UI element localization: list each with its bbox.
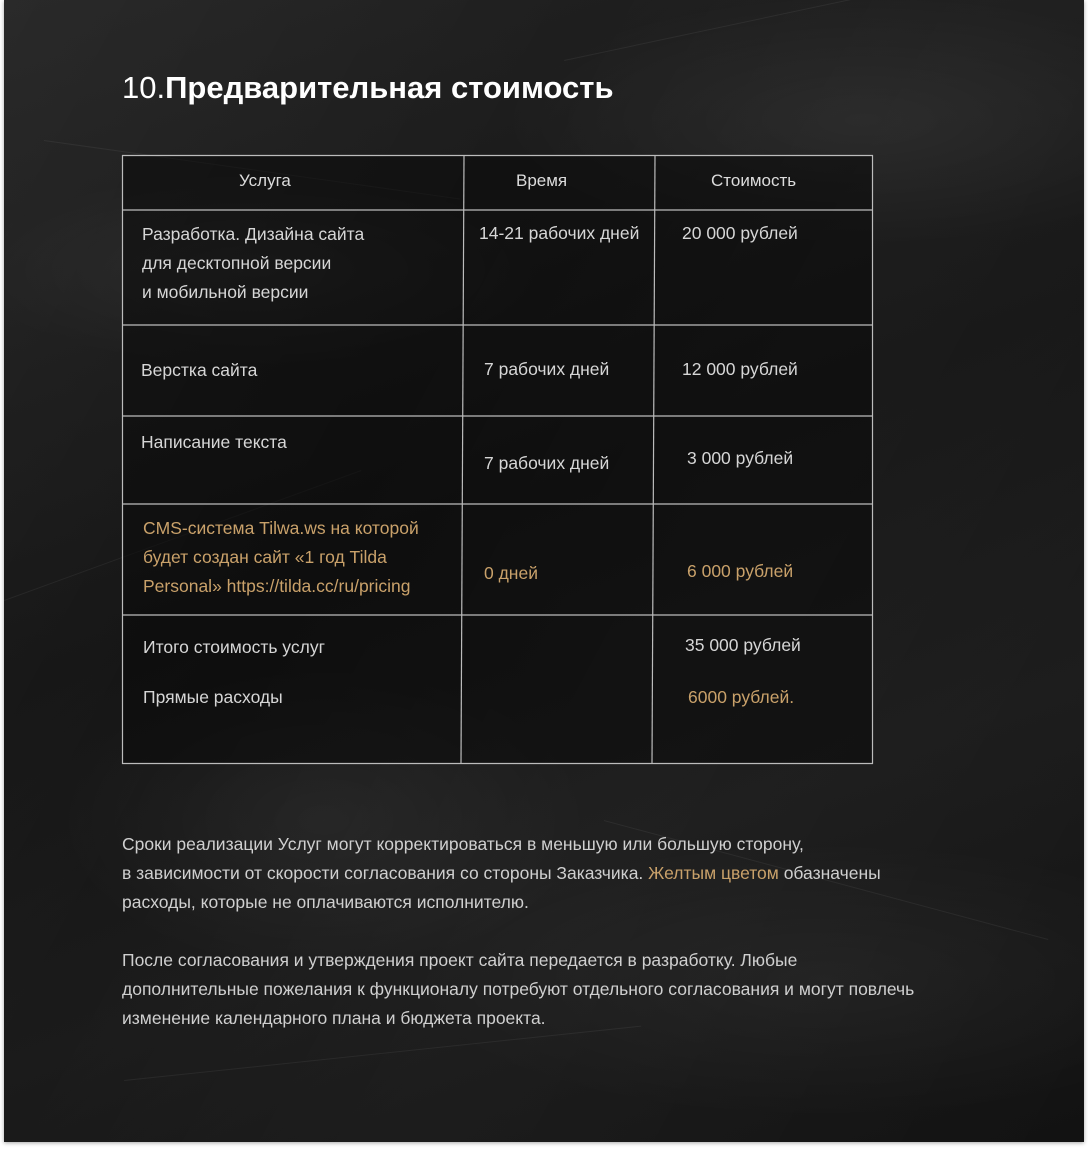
- service-line: CMS-система Tilwa.ws на которой: [143, 518, 419, 538]
- approval-note: [122, 946, 1002, 1033]
- header-time: Время: [516, 171, 568, 190]
- service-line: Personal» https://tilda.cc/ru/pricing: [143, 576, 411, 596]
- note-line: дополнительные пожелания к функционалу потребуют отдельного согласования и могут повлечь: [122, 979, 915, 999]
- row-cms-service: [143, 514, 419, 601]
- row-layout-cost: 12 000 рублей: [682, 359, 798, 379]
- note-text: в зависимости от скорости согласования со стороны Заказчика.: [122, 863, 644, 883]
- row-copy-service: Написание текста: [141, 432, 287, 452]
- price-table: [122, 155, 873, 764]
- row-design-service: [142, 220, 364, 307]
- row-layout-service: Верстка сайта: [141, 360, 258, 380]
- section-title: Предварительная стоимость: [165, 70, 614, 105]
- timing-note: [122, 830, 1002, 917]
- note-line: После согласования и утверждения проект сайта передается в разработку. Любые: [122, 950, 798, 970]
- row-design-cost: 20 000 рублей: [682, 223, 798, 243]
- direct-costs-label: Прямые расходы: [143, 687, 283, 707]
- note-line: Сроки реализации Услуг могут корректироваться в меньшую или большую сторону,: [122, 834, 804, 854]
- service-line: будет создан сайт «1 год Tilda: [143, 547, 387, 567]
- row-design-time: 14-21 рабочих дней: [479, 223, 640, 243]
- highlight-legend: Желтым цветом: [648, 863, 779, 883]
- header-service: Услуга: [239, 171, 291, 190]
- note-line: [122, 859, 1002, 888]
- page-background: [4, 0, 1084, 1142]
- total-label: Итого стоимость услуг: [143, 637, 325, 657]
- direct-costs-value: 6000 рублей.: [688, 687, 795, 707]
- row-cms-time: 0 дней: [484, 563, 538, 583]
- row-copy-time: 7 рабочих дней: [484, 453, 610, 473]
- section-number: 10.: [122, 70, 166, 105]
- total-value: 35 000 рублей: [685, 635, 801, 655]
- row-copy-cost: 3 000 рублей: [687, 448, 794, 468]
- service-line: для десктопной версии: [142, 253, 332, 273]
- paper-crease: [564, 0, 1053, 61]
- note-line: изменение календарного плана и бюджета проекта.: [122, 1008, 546, 1028]
- row-cms-cost: 6 000 рублей: [687, 561, 794, 581]
- header-cost: Стоимость: [711, 171, 797, 190]
- service-line: и мобильной версии: [142, 282, 309, 302]
- note-line: расходы, которые не оплачиваются исполнителю.: [122, 892, 529, 912]
- note-text: обазначены: [783, 863, 881, 883]
- service-line: Разработка. Дизайна сайта: [142, 224, 365, 244]
- paper-crease: [124, 1026, 641, 1081]
- page-title: [122, 70, 614, 106]
- row-layout-time: 7 рабочих дней: [484, 359, 610, 379]
